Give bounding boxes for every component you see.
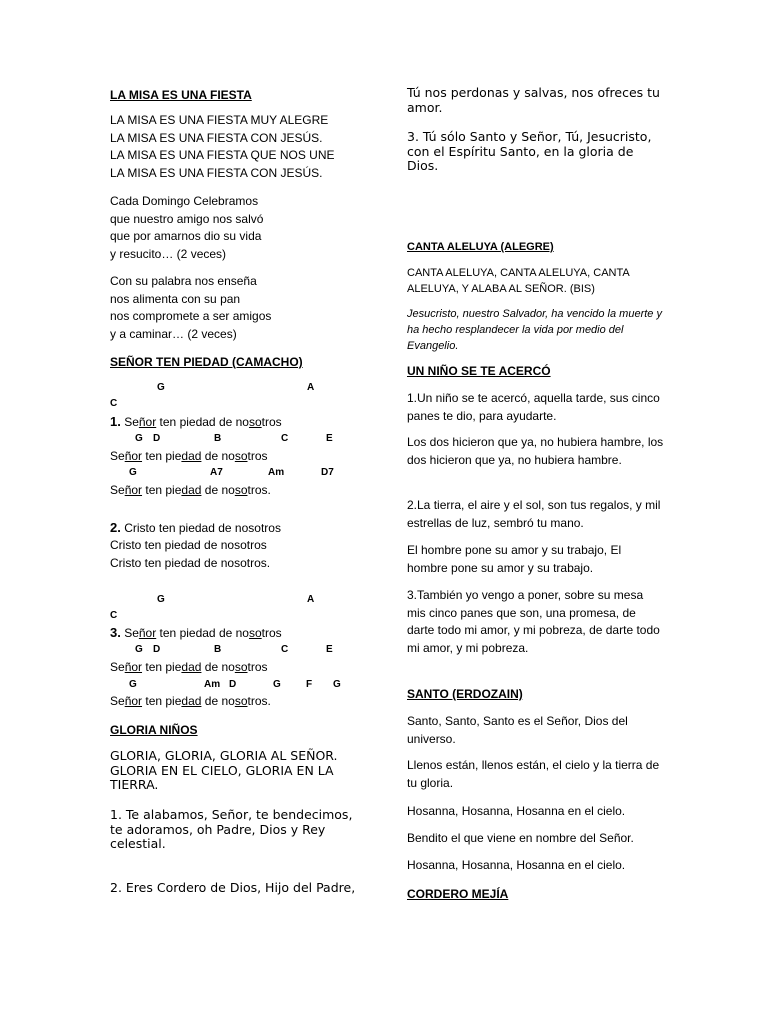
verse-2-line-3: Cristo ten piedad de nosotros.	[110, 556, 271, 570]
misa-title: LA MISA ES UNA FIESTA	[110, 88, 252, 102]
gloria-verse-2: 2. Eres Cordero de Dios, Hijo del Padre,	[110, 880, 356, 895]
chord: A	[307, 382, 315, 393]
chord: Am	[204, 679, 221, 690]
chord: G	[333, 679, 341, 690]
chord: G	[135, 433, 143, 444]
verse-2-line-2: Cristo ten piedad de nosotros	[110, 538, 267, 552]
chord: A	[307, 594, 315, 605]
chord: E	[326, 644, 333, 655]
chord: G	[129, 467, 137, 478]
verse-3-line-3: Señor ten piedad de nosotros.	[110, 694, 271, 708]
santo-title: SANTO (ERDOZAIN)	[407, 687, 523, 701]
verse-1-line-2: Señor ten piedad de nosotros	[110, 449, 268, 463]
chord: D	[153, 433, 161, 444]
nino-paragraph: 3.También yo vengo a poner, sobre su mesa mis cinco panes que son, una promesa, de darte todo mi amor, y mi pobreza, de darte todo mi amor, y mi pobreza.	[407, 588, 660, 655]
chord: G	[135, 644, 143, 655]
misa-verse-line: nos alimenta con su pan	[110, 291, 241, 306]
verse-3-line-2: Señor ten piedad de nosotros	[110, 660, 268, 674]
nino-paragraph: 1.Un niño se te acercó, aquella tarde, sus cinco panes te dio, para ayudarte.	[407, 391, 660, 423]
chord: C	[281, 433, 289, 444]
santo-paragraph: Llenos están, llenos están, el cielo y la tierra de tu gloria.	[407, 758, 660, 790]
misa-verse-line: y a caminar… (2 veces)	[110, 326, 237, 341]
santo-paragraph: Bendito el que viene en nombre del Señor.	[407, 831, 634, 845]
gloria-verse-line: 3. Tú sólo Santo y Señor, Tú, Jesucristo,	[407, 129, 652, 144]
misa-verse-line: Cada Domingo Celebramos	[110, 194, 259, 208]
chord: D7	[321, 467, 334, 478]
misa-verse-2	[110, 273, 370, 343]
aleluya-chorus: CANTA ALELUYA, CANTA ALELUYA, CANTA ALELUYA, Y ALABA AL SEÑOR. (BIS)	[407, 267, 630, 295]
verse-2-line-1: 2. Cristo ten piedad de nosotros	[110, 520, 281, 535]
nino-paragraph: Los dos hicieron que ya, no hubiera hambre, los dos hicieron que ya, no hubiera hambre.	[407, 435, 664, 467]
santo-paragraph: Hosanna, Hosanna, Hosanna en el cielo.	[407, 858, 626, 872]
gloria-verse-line: 1. Te alabamos, Señor, te bendecimos,	[110, 807, 353, 822]
misa-chorus-line: LA MISA ES UNA FIESTA QUE NOS UNE	[110, 148, 335, 162]
gloria-title: GLORIA NIÑOS	[110, 723, 198, 737]
chord: F	[306, 679, 313, 690]
aleluya-verse: Jesucristo, nuestro Salvador, ha vencido la muerte y ha hecho resplandecer la vida por medio del Evangelio.	[407, 308, 662, 352]
misa-verse-line: que nuestro amigo nos salvó	[110, 211, 264, 226]
santo-paragraph: Hosanna, Hosanna, Hosanna en el cielo.	[407, 804, 626, 818]
misa-verse-line: que por amarnos dio su vida	[110, 229, 262, 243]
misa-chorus	[110, 112, 370, 182]
misa-chorus-line: LA MISA ES UNA FIESTA CON JESÚS.	[110, 130, 323, 145]
chord: E	[326, 433, 333, 444]
verse-3-line-1: 3. Señor ten piedad de nosotros	[110, 625, 282, 640]
chord: G	[129, 679, 137, 690]
cordero-title: CORDERO MEJÍA	[407, 887, 509, 901]
misa-verse-line: nos compromete a ser amigos	[110, 309, 272, 323]
chord: G	[157, 594, 165, 605]
nino-paragraph: 2.La tierra, el aire y el sol, son tus regalos, y mil estrellas de luz, sembró tu mano.	[407, 498, 661, 530]
chord: A7	[210, 467, 223, 478]
gloria-chorus: GLORIA, GLORIA, GLORIA AL SEÑOR. GLORIA EN EL CIELO, GLORIA EN LA TIERRA.	[110, 748, 338, 792]
senor-title: SEÑOR TEN PIEDAD (CAMACHO)	[110, 355, 303, 369]
verse-1-line-1: 1. Señor ten piedad de nosotros	[110, 414, 282, 429]
santo-paragraph: Santo, Santo, Santo es el Señor, Dios del universo.	[407, 714, 628, 746]
gloria-continuation: Tú nos perdonas y salvas, nos ofreces tu amor.	[407, 85, 660, 115]
nino-title: UN NIÑO SE TE ACERCÓ	[407, 364, 551, 378]
misa-chorus-line: LA MISA ES UNA FIESTA MUY ALEGRE	[110, 113, 329, 127]
gloria-verse-1	[110, 808, 370, 852]
misa-verse-line: y resucito… (2 veces)	[110, 246, 227, 261]
chord: B	[214, 644, 222, 655]
misa-verse-1	[110, 193, 370, 263]
chord: G	[273, 679, 281, 690]
aleluya-title: CANTA ALELUYA (ALEGRE)	[407, 241, 554, 253]
chord: C	[281, 644, 289, 655]
nino-paragraph: El hombre pone su amor y su trabajo, El hombre pone su amor y su trabajo.	[407, 543, 622, 575]
chord: D	[153, 644, 161, 655]
gloria-verse-line: te adoramos, oh Padre, Dios y Rey celestial.	[110, 821, 326, 851]
chord: B	[214, 433, 222, 444]
verse-1-line-3: Señor ten piedad de nosotros.	[110, 483, 271, 497]
chord: D	[229, 679, 237, 690]
gloria-verse-3	[407, 130, 665, 174]
misa-verse-line: Con su palabra nos enseña	[110, 274, 257, 288]
chord: G	[157, 382, 165, 393]
chord: C	[110, 610, 118, 621]
chord: Am	[268, 467, 285, 478]
misa-chorus-line: LA MISA ES UNA FIESTA CON JESÚS.	[110, 165, 323, 180]
gloria-verse-line: con el Espíritu Santo, en la gloria de Dios.	[407, 143, 634, 173]
chord: C	[110, 398, 118, 409]
